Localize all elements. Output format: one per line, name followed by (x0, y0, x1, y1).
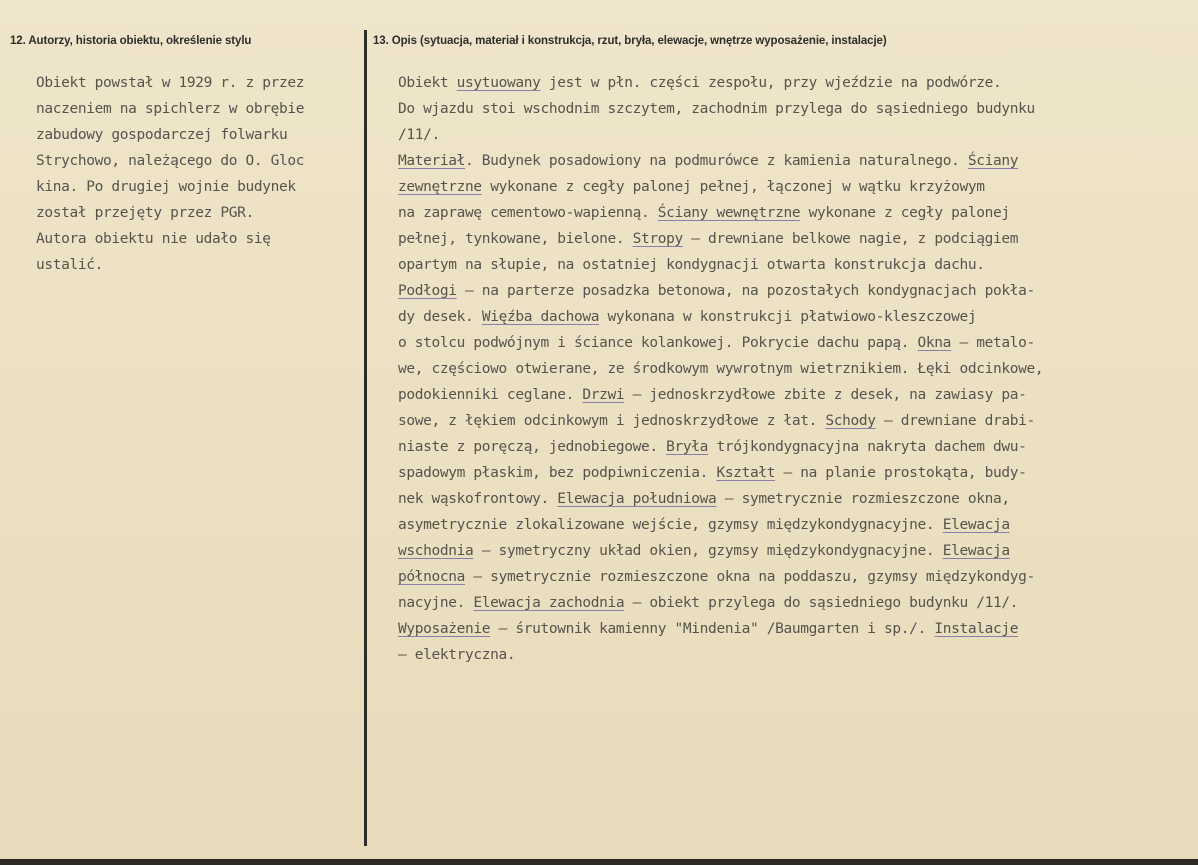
text-segment: jest w płn. części zespołu, przy wjeździe na podwórze. (540, 75, 1002, 91)
text-line (398, 616, 1194, 642)
authors-history-text (36, 70, 361, 278)
underlined-term: Ściany wewnętrzne (657, 205, 801, 221)
underlined-term: Kształt (716, 465, 776, 481)
underlined-term: Ściany (967, 153, 1019, 169)
underlined-term: Bryła (666, 439, 709, 455)
text-segment: trójkondygnacyjna nakryta dachem dwu- (708, 439, 1027, 455)
underlined-term: północna (398, 569, 466, 585)
underlined-term: Instalacje (934, 621, 1019, 637)
underlined-term: Stropy (632, 231, 683, 247)
text-line (398, 226, 1194, 252)
text-line: został przejęty przez PGR. (36, 205, 254, 221)
text-line (398, 590, 1194, 616)
underlined-term: Podłogi (398, 283, 457, 299)
text-line (398, 538, 1194, 564)
text-segment: – obiekt przylega do sąsiedniego budynku /11/. (624, 595, 1019, 611)
text-segment: – symetryczny układ okien, gzymsy międzykondygnacyjne. (473, 543, 943, 559)
underlined-term: zewnętrzne (398, 179, 482, 195)
text-segment: – jednoskrzydłowe zbite z desek, na zawiasy pa- (624, 387, 1027, 403)
text-segment: o stolcu podwójnym i ściance kolankowej. Pokrycie dachu papą. (398, 335, 918, 351)
text-segment: – metalo- (951, 335, 1035, 351)
text-segment: – symetrycznie rozmieszczone okna na poddaszu, gzymsy międzykondyg- (465, 569, 1035, 585)
underlined-term: Schody (825, 413, 876, 429)
text-segment: nek wąskofrontowy. (398, 491, 558, 507)
text-line (398, 304, 1194, 330)
text-segment: . Budynek posadowiony na podmurówce z kamienia naturalnego. (465, 153, 968, 169)
text-line: Strychowo, należącego do O. Gloc (36, 153, 305, 169)
text-line (398, 70, 1194, 96)
text-line (398, 486, 1194, 512)
underlined-term: Wyposażenie (398, 621, 491, 637)
text-line (398, 148, 1194, 174)
text-segment: – drewniane belkowe nagie, z podciągiem (682, 231, 1019, 247)
text-segment: – elektryczna. (398, 647, 516, 663)
description-text (398, 70, 1194, 668)
text-line (398, 122, 1194, 148)
text-line: naczeniem na spichlerz w obrębie (36, 101, 305, 117)
text-line: Autora obiektu nie udało się (36, 231, 271, 247)
card-bottom-edge (0, 859, 1198, 865)
text-line (398, 382, 1194, 408)
text-line (398, 174, 1194, 200)
text-segment: /11/. (398, 127, 440, 143)
text-segment: asymetrycznie zlokalizowane wejście, gzymsy międzykondygnacyjne. (398, 517, 943, 533)
underlined-term: usytuowany (456, 75, 541, 91)
text-segment: spadowym płaskim, bez podpiwniczenia. (398, 465, 717, 481)
text-segment: – na parterze posadzka betonowa, na pozostałych kondygnacjach pokła- (456, 283, 1035, 299)
text-segment: opartym na słupie, na ostatniej kondygnacji otwarta konstrukcja dachu. (398, 257, 985, 273)
underlined-term: Elewacja (942, 543, 1010, 559)
underlined-term: Więźba dachowa (481, 309, 600, 325)
text-segment: – na planie prostokąta, budy- (775, 465, 1027, 481)
text-segment: Do wjazdu stoi wschodnim szczytem, zachodnim przylega do sąsiedniego budynku (398, 101, 1035, 117)
text-segment: Obiekt (398, 75, 457, 91)
underlined-term: Elewacja zachodnia (473, 595, 625, 611)
section-12-header: 12. Autorzy, historia obiektu, określenie stylu (10, 35, 252, 47)
text-segment: wykonane z cegły palonej (800, 205, 1010, 221)
text-line (398, 460, 1194, 486)
underlined-term: Drzwi (582, 387, 625, 403)
text-segment: wykonana w konstrukcji płatwiowo-kleszczowej (599, 309, 977, 325)
underlined-term: Okna (917, 335, 952, 351)
text-line (398, 642, 1194, 668)
text-segment: pełnej, tynkowane, bielone. (398, 231, 633, 247)
text-segment: podokienniki ceglane. (398, 387, 583, 403)
underlined-term: Elewacja południowa (557, 491, 717, 507)
text-segment: wykonane z cegły palonej pełnej, łączonej w wątku krzyżowym (481, 179, 985, 195)
text-segment: na zaprawę cementowo-wapienną. (398, 205, 658, 221)
text-segment: – śrutownik kamienny "Mindenia" /Baumgarten i sp./. (490, 621, 935, 637)
text-line: Obiekt powstał w 1929 r. z przez (36, 75, 305, 91)
text-line: zabudowy gospodarczej folwarku (36, 127, 288, 143)
text-segment: – symetrycznie rozmieszczone okna, (716, 491, 1010, 507)
text-segment: nacyjne. (398, 595, 474, 611)
text-line: ustalić. (36, 257, 104, 273)
text-line (398, 564, 1194, 590)
text-line (398, 252, 1194, 278)
column-divider (364, 30, 367, 846)
underlined-term: Materiał (398, 153, 466, 169)
underlined-term: wschodnia (398, 543, 474, 559)
text-line: kina. Po drugiej wojnie budynek (36, 179, 296, 195)
text-line (398, 356, 1194, 382)
text-segment: niaste z poręczą, jednobiegowe. (398, 439, 667, 455)
text-line (398, 96, 1194, 122)
section-13-header: 13. Opis (sytuacja, materiał i konstrukcja, rzut, bryła, elewacje, wnętrze wyposażenie, instalacje) (373, 35, 887, 47)
text-line (398, 434, 1194, 460)
text-segment: – drewniane drabi- (875, 413, 1035, 429)
text-line (398, 408, 1194, 434)
text-line (398, 200, 1194, 226)
text-line (398, 512, 1194, 538)
text-segment: sowe, z łękiem odcinkowym i jednoskrzydłowe z łat. (398, 413, 826, 429)
text-line (398, 330, 1194, 356)
text-segment: we, częściowo otwierane, ze środkowym wywrotnym wietrznikiem. Łęki odcinkowe, (398, 361, 1044, 377)
underlined-term: Elewacja (942, 517, 1010, 533)
text-segment: dy desek. (398, 309, 482, 325)
text-line (398, 278, 1194, 304)
